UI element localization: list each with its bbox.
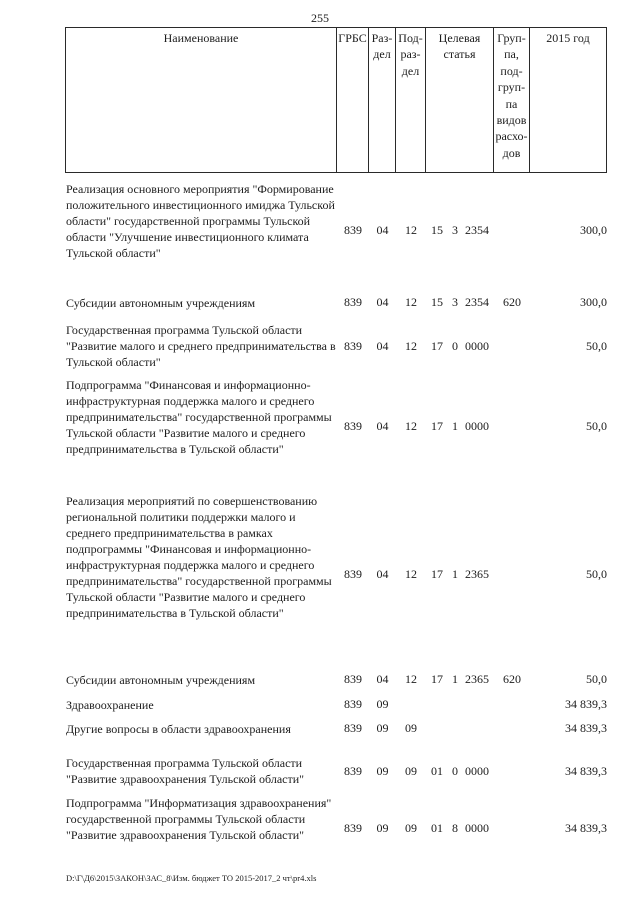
header-razdel: Раз-дел xyxy=(369,28,396,173)
row-name: Подпрограмма "Финансовая и информационно-инфраструктурная поддержка малого и среднего предпринимательства" государственной программы Тульской области "Развитие малого и среднего предпринимательства в Тульской области" xyxy=(66,378,332,456)
row-amount: 34 839,3 xyxy=(565,721,607,735)
row-vid: 620 xyxy=(503,295,521,309)
row-csr-subprogram: 1 xyxy=(452,672,458,686)
row-grbs: 839 xyxy=(344,339,362,353)
row-grbs: 839 xyxy=(344,721,362,735)
row-podrazdel: 12 xyxy=(405,419,417,433)
header-name: Наименование xyxy=(66,28,337,173)
row-razdel: 09 xyxy=(376,764,389,778)
row-razdel: 04 xyxy=(376,339,389,353)
row-csr-code: 2365 xyxy=(465,672,489,686)
row-csr-code: 0000 xyxy=(465,339,489,353)
row-csr-subprogram: 1 xyxy=(452,419,458,433)
row-name: Субсидии автономным учреждениям xyxy=(66,296,256,310)
row-grbs: 839 xyxy=(344,821,362,835)
row-csr-subprogram: 3 xyxy=(452,223,458,237)
footer-file-path: D:\Г\Д6\2015\ЗАКОН\ЗАС_8\Изм. бюджет ТО 2015-2017_2 чт\pr4.xls xyxy=(66,873,317,883)
row-amount: 300,0 xyxy=(580,295,607,309)
row-amount: 50,0 xyxy=(586,339,607,353)
row-razdel: 04 xyxy=(376,672,389,686)
row-csr-program: 15 xyxy=(431,295,443,309)
row-amount: 34 839,3 xyxy=(565,697,607,711)
row-podrazdel: 12 xyxy=(405,339,417,353)
row-csr-subprogram: 3 xyxy=(452,295,458,309)
header-podrazdel: Под-раз-дел xyxy=(396,28,426,173)
row-csr-subprogram: 0 xyxy=(452,764,458,778)
row-csr-program: 17 xyxy=(431,567,443,581)
row-grbs: 839 xyxy=(344,295,362,309)
row-podrazdel: 09 xyxy=(405,721,417,735)
row-vid: 620 xyxy=(503,672,521,686)
table-header xyxy=(65,27,607,173)
row-podrazdel: 12 xyxy=(405,672,417,686)
row-razdel: 04 xyxy=(376,223,389,237)
row-podrazdel: 12 xyxy=(405,567,417,581)
row-razdel: 09 xyxy=(376,697,389,711)
row-csr-code: 0000 xyxy=(465,764,489,778)
row-amount: 50,0 xyxy=(586,672,607,686)
row-csr-subprogram: 8 xyxy=(452,821,458,835)
row-podrazdel: 12 xyxy=(405,223,417,237)
row-csr-code: 0000 xyxy=(465,821,489,835)
row-grbs: 839 xyxy=(344,764,362,778)
header-vid: Груп-па, под-груп-па видов расхо-дов xyxy=(494,28,530,173)
row-csr-program: 15 xyxy=(431,223,443,237)
row-csr-program: 17 xyxy=(431,672,443,686)
row-csr-program: 17 xyxy=(431,419,443,433)
row-csr-code: 2365 xyxy=(465,567,489,581)
header-celevaya: Целевая статья xyxy=(426,28,494,173)
row-csr-program: 01 xyxy=(431,764,443,778)
row-name: Реализация мероприятий по совершенствованию региональной политики поддержки малого и среднего предпринимательства в рамках подпрограммы "Финансовая и информационно-инфраструктурная поддержка малого и среднего предпринимательства" государственной программы Тульской области "Развитие малого и среднего предпринимательства в Тульской области" xyxy=(66,494,332,620)
row-csr-code: 2354 xyxy=(465,295,489,309)
row-podrazdel: 09 xyxy=(405,764,417,778)
row-amount: 50,0 xyxy=(586,419,607,433)
row-razdel: 04 xyxy=(376,419,389,433)
row-csr-subprogram: 1 xyxy=(452,567,458,581)
row-razdel: 09 xyxy=(376,721,389,735)
row-razdel: 04 xyxy=(376,567,389,581)
row-csr-code: 0000 xyxy=(465,419,489,433)
row-grbs: 839 xyxy=(344,697,362,711)
header-grbs: ГРБС xyxy=(337,28,369,173)
row-amount: 50,0 xyxy=(586,567,607,581)
row-csr-program: 01 xyxy=(431,821,443,835)
row-name: Здравоохранение xyxy=(66,698,154,712)
row-grbs: 839 xyxy=(344,672,362,686)
row-csr-code: 2354 xyxy=(465,223,489,237)
row-csr-subprogram: 0 xyxy=(452,339,458,353)
row-amount: 34 839,3 xyxy=(565,764,607,778)
header-year: 2015 год xyxy=(530,28,607,173)
page-number: 255 xyxy=(311,11,329,25)
row-name: Подпрограмма "Информатизация здравоохранения" государственной программы Тульской области "Развитие здравоохранения Тульской области" xyxy=(66,796,332,842)
row-razdel: 04 xyxy=(376,295,389,309)
row-name: Субсидии автономным учреждениям xyxy=(66,673,256,687)
row-razdel: 09 xyxy=(376,821,389,835)
row-grbs: 839 xyxy=(344,567,362,581)
row-amount: 300,0 xyxy=(580,223,607,237)
row-podrazdel: 12 xyxy=(405,295,417,309)
row-name: Государственная программа Тульской области "Развитие малого и среднего предпринимательства в Тульской области" xyxy=(66,323,336,369)
row-podrazdel: 09 xyxy=(405,821,417,835)
row-name: Реализация основного мероприятия "Формирование положительного инвестиционного имиджа Тульской области" государственной программы Тульской области "Улучшение инвестиционного климата Тульской области" xyxy=(66,182,335,260)
row-grbs: 839 xyxy=(344,419,362,433)
row-name: Государственная программа Тульской области "Развитие здравоохранения Тульской области" xyxy=(66,756,305,786)
row-name: Другие вопросы в области здравоохранения xyxy=(66,722,291,736)
row-grbs: 839 xyxy=(344,223,362,237)
row-amount: 34 839,3 xyxy=(565,821,607,835)
row-csr-program: 17 xyxy=(431,339,443,353)
